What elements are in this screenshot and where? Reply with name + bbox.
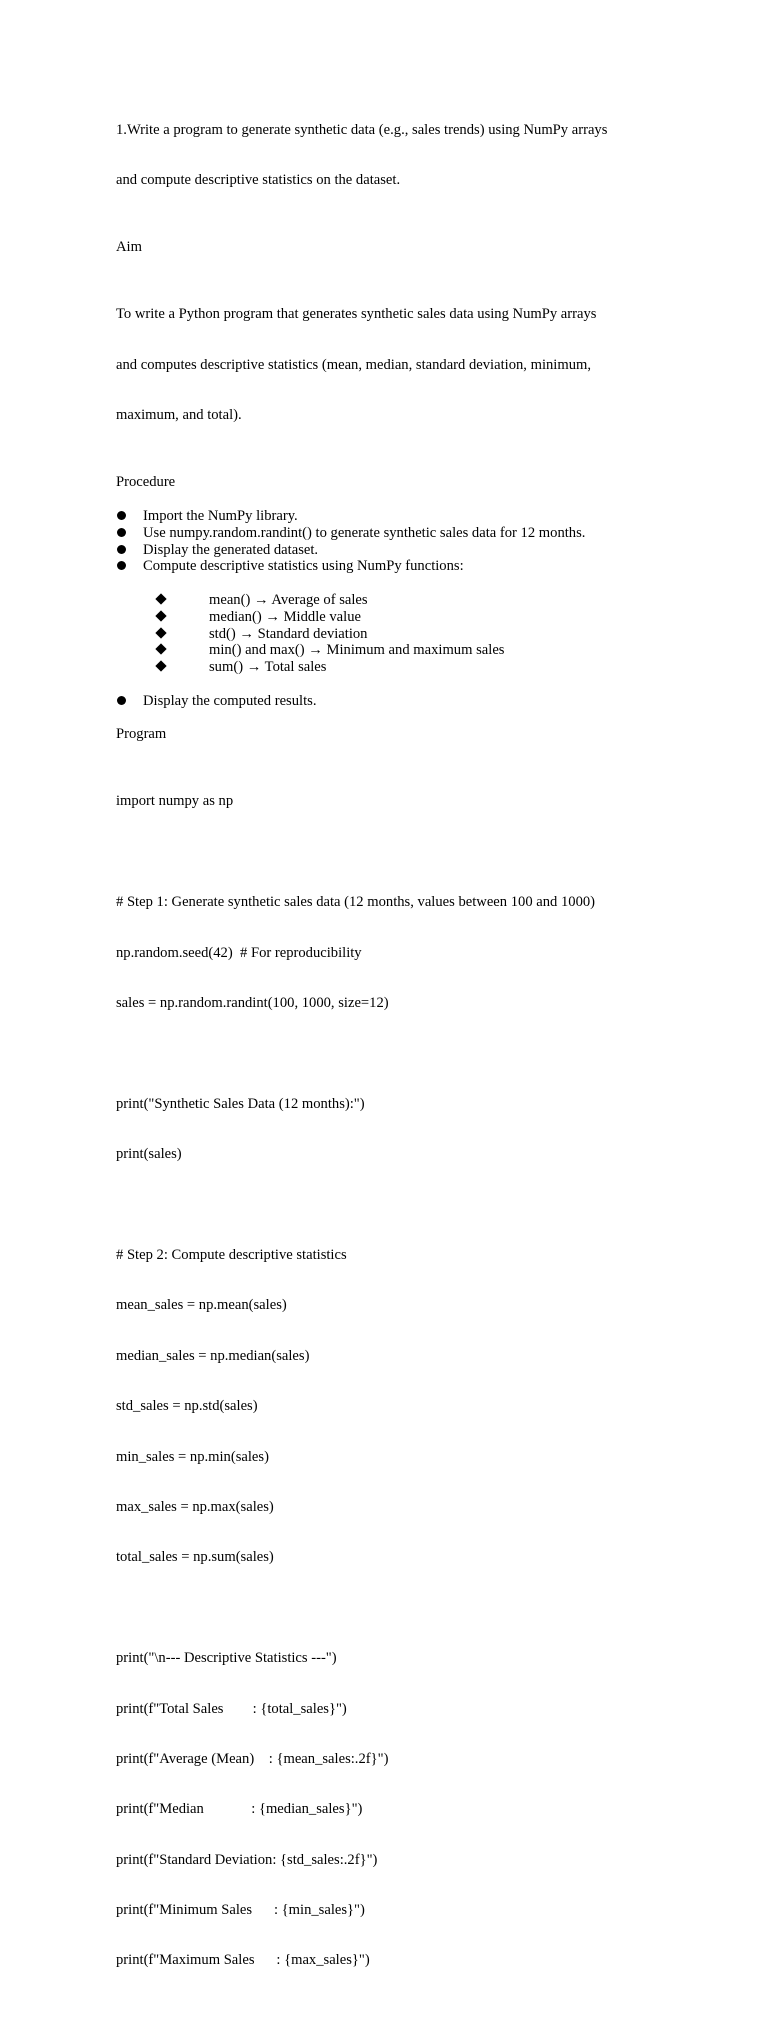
procedure-step xyxy=(116,542,656,559)
aim-heading: Aim xyxy=(116,239,142,256)
procedure-heading: Procedure xyxy=(116,474,176,491)
procedure-substep-text: std() → Standard deviation xyxy=(209,625,368,642)
aim-text xyxy=(116,273,656,458)
program-code xyxy=(116,760,656,2003)
procedure-substep xyxy=(156,659,656,676)
diamond-bullet-icon xyxy=(155,627,166,638)
procedure-substep-text: mean() → Average of sales xyxy=(209,591,368,608)
bullet-icon xyxy=(117,528,126,537)
procedure-list xyxy=(116,508,656,575)
procedure-sublist xyxy=(116,592,656,676)
aim-line: and computes descriptive statistics (mean, median, standard deviation, minimum, xyxy=(116,356,591,373)
question-line: 1.Write a program to generate synthetic data (e.g., sales trends) using NumPy arrays xyxy=(116,121,608,138)
code-line: import numpy as np xyxy=(116,793,234,810)
code-line: # Step 1: Generate synthetic sales data (12 months, values between 100 and 1000) xyxy=(116,894,596,911)
code-line: sales = np.random.randint(100, 1000, size=12) xyxy=(116,995,389,1012)
procedure-step xyxy=(116,525,656,542)
code-line: print(sales) xyxy=(116,1146,182,1163)
procedure-step-text: Use numpy.random.randint() to generate synthetic sales data for 12 months. xyxy=(143,524,586,541)
diamond-bullet-icon xyxy=(155,610,166,621)
procedure-step xyxy=(116,508,656,525)
code-line: mean_sales = np.mean(sales) xyxy=(116,1297,287,1314)
document-content xyxy=(116,88,656,2020)
code-line: max_sales = np.max(sales) xyxy=(116,1498,274,1515)
bullet-icon xyxy=(117,511,126,520)
code-line: min_sales = np.min(sales) xyxy=(116,1448,269,1465)
code-line: print(f"Standard Deviation: {std_sales:.2f}") xyxy=(116,1851,378,1868)
code-line: print(f"Average (Mean) : {mean_sales:.2f}") xyxy=(116,1750,389,1767)
code-line: total_sales = np.sum(sales) xyxy=(116,1549,274,1566)
code-block xyxy=(116,1617,656,2003)
diamond-bullet-icon xyxy=(155,644,166,655)
bullet-icon xyxy=(117,561,126,570)
bullet-icon xyxy=(117,545,126,554)
aim-line: To write a Python program that generates synthetic sales data using NumPy arrays xyxy=(116,306,597,323)
code-block xyxy=(116,1213,656,1599)
program-heading: Program xyxy=(116,726,167,743)
procedure-substep xyxy=(156,626,656,643)
code-line: np.random.seed(42) # For reproducibility xyxy=(116,944,362,961)
code-block xyxy=(116,1062,656,1196)
code-line: # Step 2: Compute descriptive statistics xyxy=(116,1246,347,1263)
diamond-bullet-icon xyxy=(155,593,166,604)
procedure-substep-text: sum() → Total sales xyxy=(209,659,327,676)
code-line: median_sales = np.median(sales) xyxy=(116,1347,310,1364)
procedure-substep-text: median() → Middle value xyxy=(209,608,361,625)
code-line: print("Synthetic Sales Data (12 months):") xyxy=(116,1095,365,1112)
procedure-step-text: Display the generated dataset. xyxy=(143,541,319,558)
procedure-substep xyxy=(156,609,656,626)
bullet-icon xyxy=(117,696,126,705)
procedure-final-list xyxy=(116,693,656,710)
code-line: print(f"Total Sales : {total_sales}") xyxy=(116,1700,347,1717)
procedure-substep xyxy=(156,642,656,659)
procedure-substep-text: min() and max() → Minimum and maximum sales xyxy=(209,642,505,659)
procedure-step xyxy=(116,558,656,575)
code-block xyxy=(116,760,656,844)
code-line: print(f"Median : {median_sales}") xyxy=(116,1801,363,1818)
code-line: std_sales = np.std(sales) xyxy=(116,1398,258,1415)
procedure-step-text: Import the NumPy library. xyxy=(143,507,298,524)
code-block xyxy=(116,861,656,1046)
code-line: print("\n--- Descriptive Statistics ---") xyxy=(116,1650,337,1667)
procedure-step xyxy=(116,693,656,710)
code-line: print(f"Maximum Sales : {max_sales}") xyxy=(116,1952,370,1969)
diamond-bullet-icon xyxy=(155,660,166,671)
procedure-step-text: Compute descriptive statistics using NumPy functions: xyxy=(143,558,464,575)
procedure-step-text: Display the computed results. xyxy=(143,692,317,709)
aim-line: maximum, and total). xyxy=(116,407,242,424)
procedure-substep xyxy=(156,592,656,609)
question-line: and compute descriptive statistics on the dataset. xyxy=(116,171,401,188)
code-line: print(f"Minimum Sales : {min_sales}") xyxy=(116,1902,365,1919)
question-text xyxy=(116,88,656,222)
